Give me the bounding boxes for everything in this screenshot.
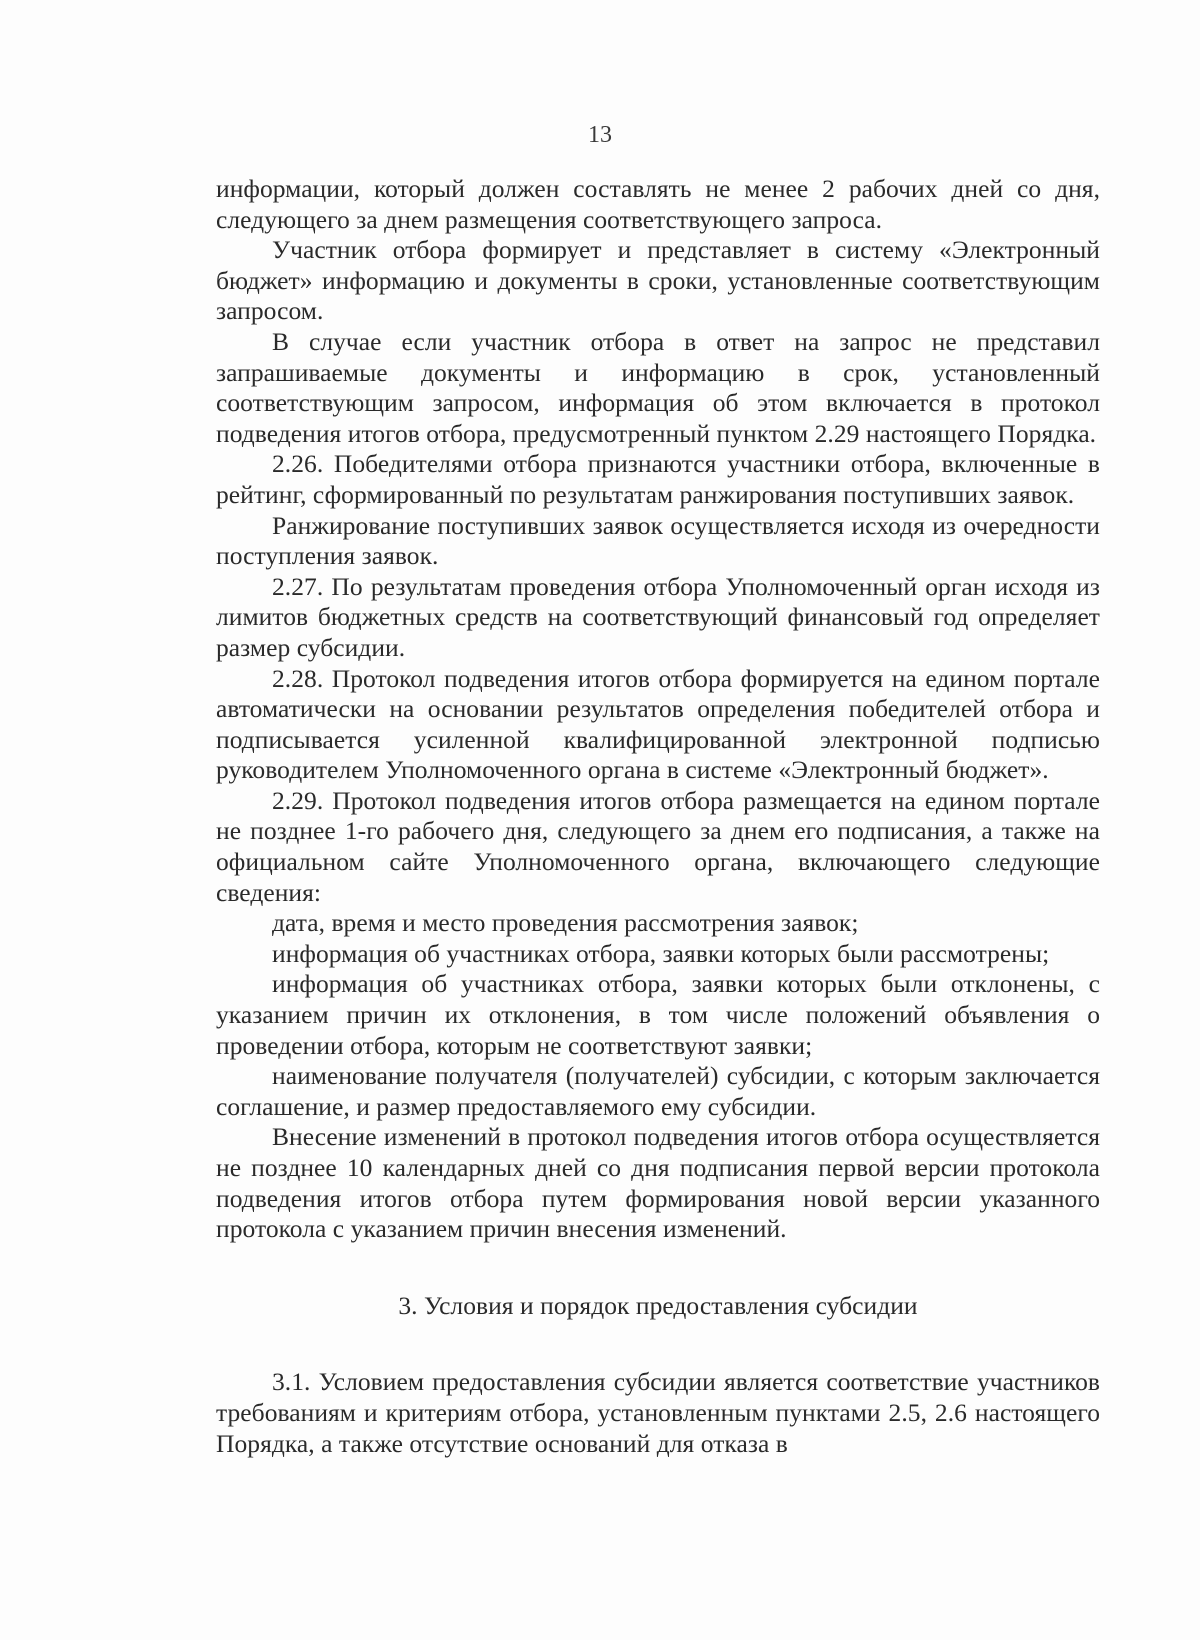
paragraph: Ранжирование поступивших заявок осуществляется исходя из очередности поступления заявок. bbox=[216, 510, 1100, 571]
paragraph: информации, который должен составлять не менее 2 рабочих дней со дня, следующего за днем размещения соответствующего запроса. bbox=[216, 174, 1100, 234]
list-item: информация об участниках отбора, заявки которых были отклонены, с указанием причин их отклонения, в том числе положений объявления о проведении отбора, которым не соответствуют заявки; bbox=[216, 969, 1100, 1060]
paragraph: Участник отбора формирует и представляет в систему «Электронный бюджет» информацию и документы в сроки, установленные соответствующим запросом. bbox=[216, 235, 1100, 326]
list-item: дата, время и место проведения рассмотрения заявок; bbox=[272, 908, 859, 938]
paragraph: 2.29. Протокол подведения итогов отбора размещается на едином портале не позднее 1-го рабочего дня, следующего за днем его подписания, а также на официальном сайте Уполномоченного органа, включающего следующие сведения: bbox=[216, 785, 1100, 907]
paragraph: 3.1. Условием предоставления субсидии является соответствие участников требованиям и критериям отбора, установленным пунктами 2.5, 2.6 настоящего Порядка, а также отсутствие оснований для отказа в bbox=[216, 1367, 1100, 1458]
paragraph: 2.27. По результатам проведения отбора Уполномоченный орган исходя из лимитов бюджетных средств на соответствующий финансовый год определяет размер субсидии. bbox=[216, 571, 1100, 662]
paragraph: 2.26. Победителями отбора признаются участники отбора, включенные в рейтинг, сформированный по результатам ранжирования поступивших заявок. bbox=[216, 449, 1100, 509]
paragraph: 2.28. Протокол подведения итогов отбора формируется на едином портале автоматически на основании результатов определения победителей отбора и подписывается усиленной квалифицированной электронной подписью руководителем Уполномоченного органа в системе «Электронный бюджет». bbox=[216, 663, 1100, 785]
paragraph: В случае если участник отбора в ответ на запрос не представил запрашиваемые документы и информацию в срок, установленный соответствующим запросом, информация об этом включается в протокол подведения итогов отбора, предусмотренный пунктом 2.29 настоящего Порядка. bbox=[216, 326, 1100, 448]
list-item: наименование получателя (получателей) субсидии, с которым заключается соглашение, и размер предоставляемого ему субсидии. bbox=[216, 1061, 1100, 1121]
document-body bbox=[216, 174, 1100, 1459]
section-heading: 3. Условия и порядок предоставления субсидии bbox=[398, 1290, 918, 1320]
paragraph: Внесение изменений в протокол подведения итогов отбора осуществляется не позднее 10 календарных дней со дня подписания первой версии протокола подведения итогов отбора путем формирования новой версии указанного протокола с указанием причин внесения изменений. bbox=[216, 1122, 1100, 1244]
list-item: информация об участниках отбора, заявки которых были рассмотрены; bbox=[272, 938, 1050, 968]
page-number: 13 bbox=[587, 122, 613, 148]
